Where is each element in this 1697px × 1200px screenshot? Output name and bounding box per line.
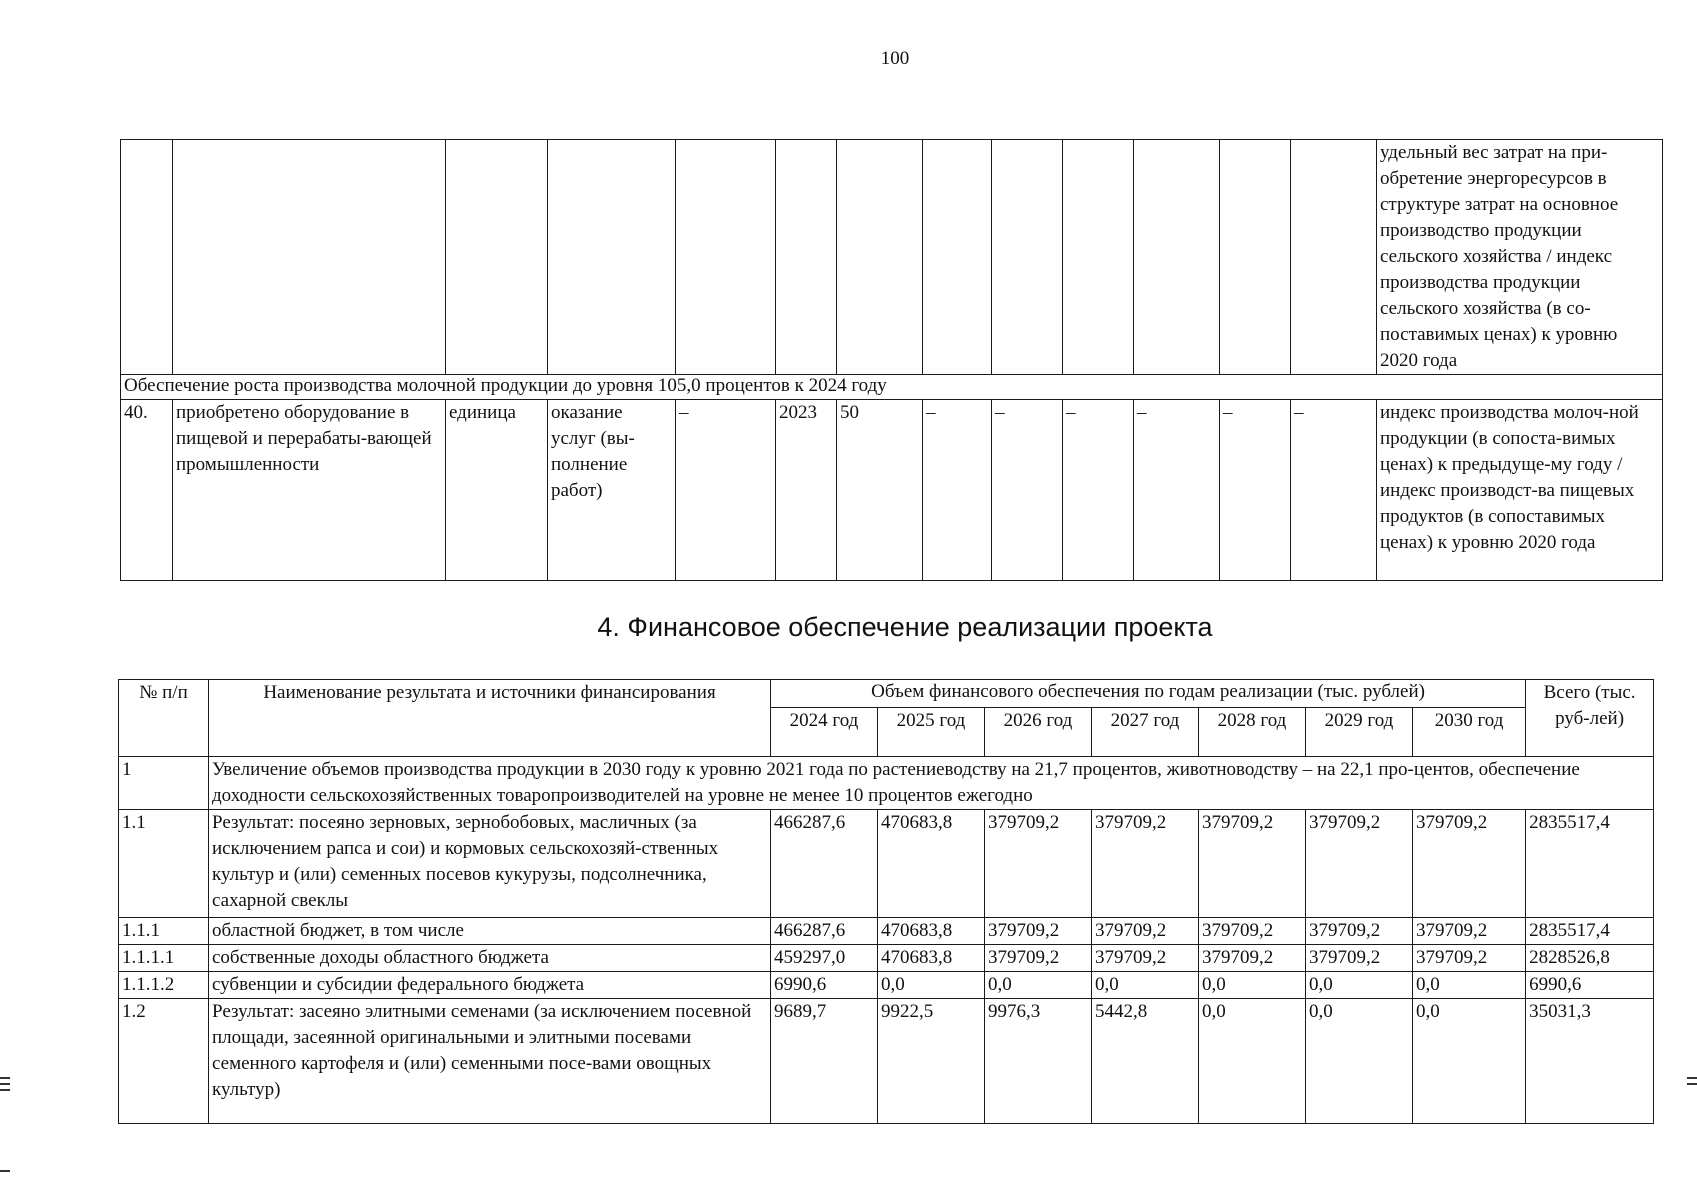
value-cell: 379709,2 [985,810,1092,918]
value-cell: 0,0 [1413,999,1526,1124]
value-cell: 379709,2 [1199,918,1306,945]
total-cell: 35031,3 [1526,999,1654,1124]
margin-mark [0,1077,10,1079]
value-2027-cell: – [1063,400,1134,581]
value-cell: 379709,2 [1199,810,1306,918]
value-cell: 470683,8 [878,918,985,945]
header-year: 2028 год [1199,708,1306,757]
total-cell: 6990,6 [1526,972,1654,999]
indicator-cell: индекс производства молоч-ной продукции (в сопоста-вимых ценах) к предыдуще-му году / индекс производст-ва пищевых продуктов (в сопоставимых ценах) к уровню 2020 года [1377,400,1663,581]
value-cell: 379709,2 [1092,810,1199,918]
base-value-cell: – [676,400,776,581]
value-cell: 9976,3 [985,999,1092,1124]
row-number: 1.1.1 [119,918,209,945]
section-band-row [121,375,1663,400]
section-title: 4. Финансовое обеспечение реализации проекта [597,612,1213,642]
value-2030-cell: – [1291,400,1377,581]
value-cell: 470683,8 [878,810,985,918]
value-cell: 9689,7 [771,999,878,1124]
value-cell: 466287,6 [771,810,878,918]
header-year: 2024 год [771,708,878,757]
value-cell: 379709,2 [1092,945,1199,972]
value-cell: 0,0 [1306,999,1413,1124]
continued-row [121,140,1663,375]
margin-mark [0,1089,10,1091]
goal-row [119,757,1654,810]
header-volume: Объем финансового обеспечения по годам реализации (тыс. рублей) [771,680,1526,708]
table-row [121,400,1663,581]
value-2025-cell: – [923,400,992,581]
result-name: приобретено оборудование в пищевой и перерабаты-вающей промышленности [173,400,446,581]
value-cell: 0,0 [1199,972,1306,999]
header-num: № п/п [119,680,209,757]
goal-text: Увеличение объемов производства продукции в 2030 году к уровню 2021 года по растениеводству на 21,7 процентов, животноводству – на 22,1 про-центов, обеспечение доходности сельскохозяйственных товаропроизводителей на уровне не менее 10 процентов ежегодно [209,757,1654,810]
value-2029-cell: – [1220,400,1291,581]
header-row [119,680,1654,708]
margin-mark [0,1170,10,1172]
type-cell: оказание услуг (вы-полнение работ) [548,400,676,581]
result-name: субвенции и субсидии федерального бюджета [209,972,771,999]
margin-mark [1687,1077,1697,1079]
header-year: 2029 год [1306,708,1413,757]
results-table [120,139,1663,581]
value-cell: 379709,2 [1092,918,1199,945]
value-cell: 0,0 [1306,972,1413,999]
row-number: 1.2 [119,999,209,1124]
table-row [119,999,1654,1124]
total-cell: 2835517,4 [1526,918,1654,945]
financing-table [118,679,1654,1124]
row-number: 1.1.1.1 [119,945,209,972]
value-cell: 6990,6 [771,972,878,999]
value-cell: 379709,2 [1413,945,1526,972]
value-cell: 379709,2 [1413,810,1526,918]
value-cell: 466287,6 [771,918,878,945]
header-year: 2027 год [1092,708,1199,757]
margin-mark [0,1083,10,1085]
unit-cell: единица [446,400,548,581]
header-year: 2026 год [985,708,1092,757]
value-cell: 5442,8 [1092,999,1199,1124]
indicator-cell: удельный вес затрат на при-обретение энергоресурсов в структуре затрат на основное производство продукции сельского хозяйства / индекс производства продукции сельского хозяйства (в со-поставимых ценах) к уровню 2020 года [1377,140,1663,375]
header-name: Наименование результата и источники финансирования [209,680,771,757]
value-cell: 379709,2 [985,945,1092,972]
value-cell: 379709,2 [1413,918,1526,945]
row-number: 1 [119,757,209,810]
table-row [119,945,1654,972]
result-name: областной бюджет, в том числе [209,918,771,945]
total-cell: 2835517,4 [1526,810,1654,918]
row-number: 1.1 [119,810,209,918]
row-number: 1.1.1.2 [119,972,209,999]
table-row [119,972,1654,999]
value-2024-cell: 50 [837,400,923,581]
value-cell: 0,0 [878,972,985,999]
value-cell: 9922,5 [878,999,985,1124]
section-band: Обеспечение роста производства молочной продукции до уровня 105,0 процентов к 2024 году [121,375,1663,400]
header-year: 2030 год [1413,708,1526,757]
total-cell: 2828526,8 [1526,945,1654,972]
table-row [119,918,1654,945]
value-cell: 379709,2 [1306,918,1413,945]
page-number: 100 [880,48,910,69]
value-cell: 0,0 [1199,999,1306,1124]
value-cell: 0,0 [1092,972,1199,999]
result-name: Результат: засеяно элитными семенами (за исключением посевной площади, засеянной оригинальными и элитными посевами семенного картофеля и (или) семенными посе-вами овощных культур) [209,999,771,1124]
header-total: Всего (тыс. руб-лей) [1526,680,1654,757]
header-year: 2025 год [878,708,985,757]
year-cell: 2023 [776,400,837,581]
value-cell: 0,0 [1413,972,1526,999]
row-number: 40. [121,400,173,581]
value-cell: 379709,2 [1199,945,1306,972]
margin-mark [1687,1083,1697,1085]
value-cell: 0,0 [985,972,1092,999]
table-row [119,810,1654,918]
value-cell: 470683,8 [878,945,985,972]
value-cell: 379709,2 [1306,945,1413,972]
value-2028-cell: – [1134,400,1220,581]
value-cell: 459297,0 [771,945,878,972]
value-cell: 379709,2 [985,918,1092,945]
result-name: Результат: посеяно зерновых, зернобобовых, масличных (за исключением рапса и сои) и кормовых сельскохозяй-ственных культур и (или) семенных посевов кукурузы, подсолнечника, сахарной свеклы [209,810,771,918]
value-cell: 379709,2 [1306,810,1413,918]
result-name: собственные доходы областного бюджета [209,945,771,972]
value-2026-cell: – [992,400,1063,581]
